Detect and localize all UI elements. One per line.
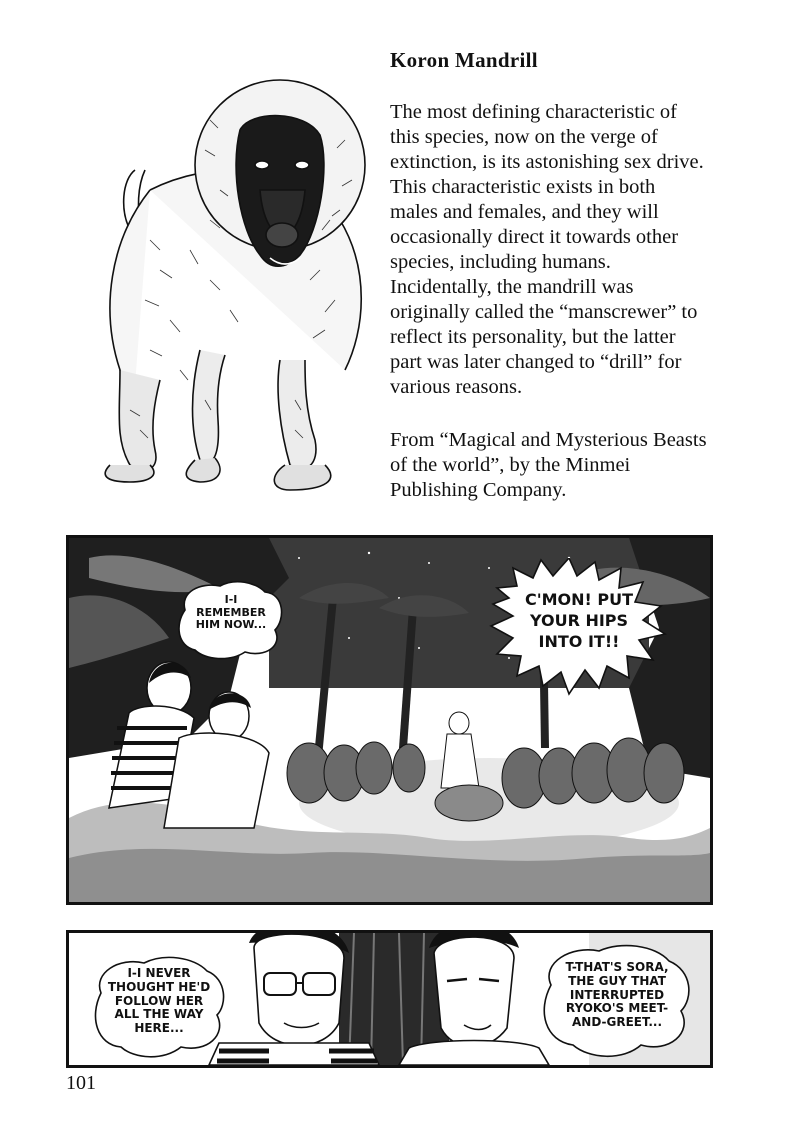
article-body-line: males and females, and they will	[390, 201, 659, 223]
bubble-line: INTERRUPTED	[569, 987, 665, 1002]
article-body-line: various reasons.	[390, 376, 523, 398]
bubble-line: I-I NEVER	[127, 966, 191, 980]
article-title: Koron Mandrill	[390, 48, 538, 72]
speech-bubble-remember	[185, 594, 277, 632]
bubble-line: INTO IT!!	[538, 631, 620, 651]
speech-bubble-never-thought	[97, 967, 221, 1036]
page-number: 101	[66, 1072, 96, 1094]
speech-bubble-thats-sora	[545, 961, 689, 1030]
article-body-line: this species, now on the verge of	[390, 126, 658, 148]
speech-bubble-cmon	[509, 590, 649, 652]
article-body-line: extinction, is its astonishing sex drive.	[390, 151, 704, 173]
bubble-line: AND-GREET...	[571, 1015, 663, 1030]
article-body-line: The most defining characteristic of	[390, 101, 677, 123]
article-body-line: originally called the “manscrewer” to	[390, 301, 698, 323]
bubble-line: YOUR HIPS	[529, 610, 629, 630]
bubble-line: REMEMBER	[196, 605, 266, 619]
article-body-line: species, including humans.	[390, 251, 611, 273]
article-body-line: occasionally direct it towards other	[390, 226, 679, 248]
article-body-line: This characteristic exists in both	[390, 176, 656, 198]
article-body-line: Incidentally, the mandrill was	[390, 276, 634, 298]
bubble-line: HERE...	[134, 1021, 184, 1036]
article-body-line: part was later changed to “drill” for	[390, 351, 682, 373]
source-line: From “Magical and Mysterious Beasts	[390, 429, 707, 451]
bubble-line: C'MON! PUT	[524, 590, 634, 609]
manga-panel-jungle	[66, 535, 713, 905]
mandrill-illustration	[90, 70, 380, 510]
bubble-line: THOUGHT HE'D	[107, 979, 211, 994]
bubble-line: ALL THE WAY	[114, 1007, 204, 1022]
bubble-line: T-THAT'S SORA,	[565, 960, 669, 974]
article-source	[390, 428, 770, 503]
bubble-line: FOLLOW HER	[114, 993, 204, 1008]
article-body-line: reflect its personality, but the latter	[390, 326, 676, 348]
bubble-line: I-I	[224, 593, 238, 606]
bubble-line: RYOKO'S MEET-	[565, 1001, 669, 1016]
bubble-line: THE GUY THAT	[568, 973, 666, 988]
source-line: of the world”, by the Minmei	[390, 454, 631, 476]
source-line: Publishing Company.	[390, 479, 567, 501]
manga-panel-closeup	[66, 930, 713, 1068]
bubble-line: HIM NOW...	[195, 618, 267, 632]
article-body	[390, 100, 770, 400]
